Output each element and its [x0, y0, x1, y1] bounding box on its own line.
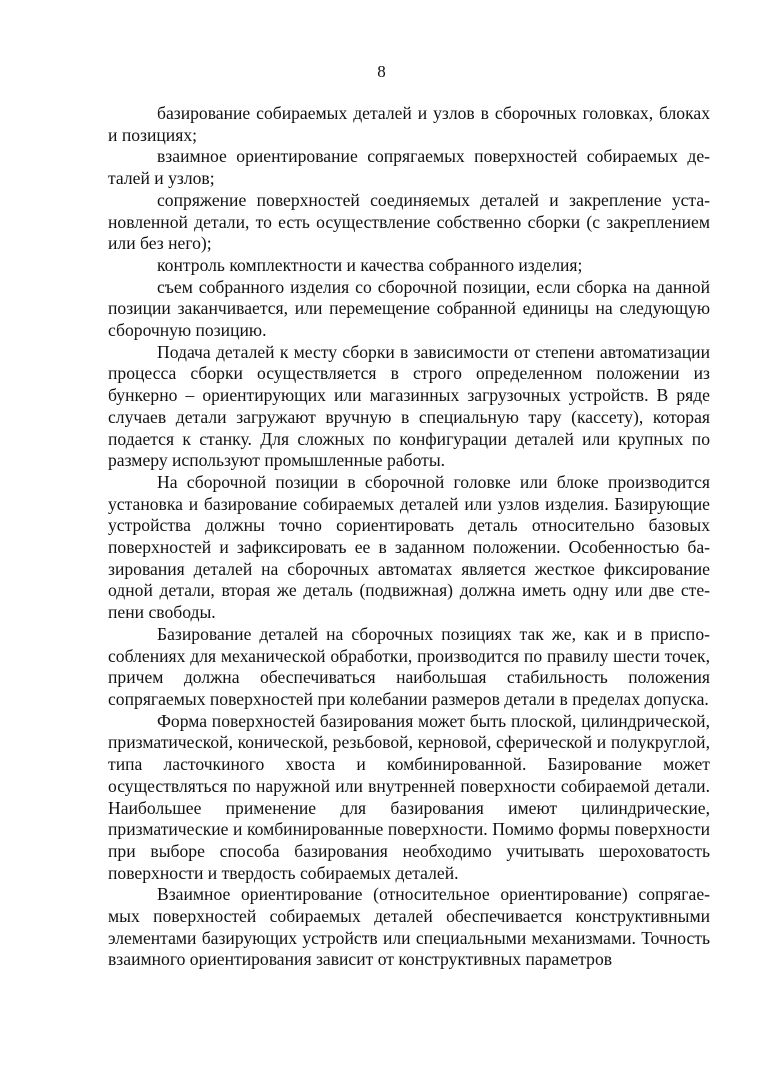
body-text [108, 103, 710, 971]
paragraph-4: контроль комплектности и качества собранного изделия; [157, 254, 583, 275]
paragraph-3: сопряжение поверхностей соединяемых деталей и закрепление установленной детали, то есть осуществление собственно сборки (с закреплением или без него); [108, 189, 710, 254]
paragraph-5: съем собранного изделия со сборочной позиции, если сборка на данной позиции заканчивается, или перемещение собранной единицы на следующую сборочную позицию. [108, 276, 710, 341]
paragraph-1: базирование собираемых деталей и узлов в сборочных головках, блоках и позициях; [108, 103, 710, 145]
paragraph-6: Подача деталей к месту сборки в зависимости от степени автоматизации процесса сборки осуществляется в строго определенном положении из бункерно – ориентирующих или магазинных загрузочных устройств. В ряде случаев детали загружают вручную в специальную тару (кассету), которая подается к станку. Для сложных по конфигурации деталей или крупных по размеру используют промышленные работы. [108, 341, 710, 471]
paragraph-9: Форма поверхностей базирования может быть плоской, цилиндрической, призматической, конической, резьбовой, керновой, сферической и полукруглой, типа ласточкиного хвоста и комбинированной. Базирование может осуществляться по наружной или внутренней поверхности собираемой детали. Наибольшее применение для базирования имеют цилиндрические, призматические и комбинированные поверхности. Помимо формы поверхности при выборе способа базирования необходимо учитывать шероховатость поверхности и твердость собираемых деталей. [108, 710, 710, 883]
paragraph-2: взаимное ориентирование сопрягаемых поверхностей собираемых деталей и узлов; [108, 146, 710, 189]
page-number: 8 [377, 62, 386, 81]
paragraph-7: На сборочной позиции в сборочной головке или блоке производится установка и базирование собираемых деталей или узлов изделия. Базирующие устройства должны точно сориентировать деталь относительно базовых поверхностей и зафиксировать ее в заданном положении. Особенностью базирования деталей на сборочных автоматах является жесткое фиксирование одной детали, вторая же деталь (подвижная) должна иметь одну или две степени свободы. [108, 471, 710, 623]
paragraph-10: Взаимное ориентирование (относительное ориентирование) сопрягаемых поверхностей собираемых деталей обеспечивается конструктивными элементами базирующих устройств или специальными механизмами. Точность взаимного ориентирования зависит от конструктивных параметров [108, 884, 710, 970]
paragraph-8: Базирование деталей на сборочных позициях так же, как и в приспособлениях для механической обработки, производится по правилу шести точек, причем должна обеспечиваться наибольшая стабильность положения сопрягаемых поверхностей при колебании размеров детали в пределах допуска. [108, 623, 710, 709]
